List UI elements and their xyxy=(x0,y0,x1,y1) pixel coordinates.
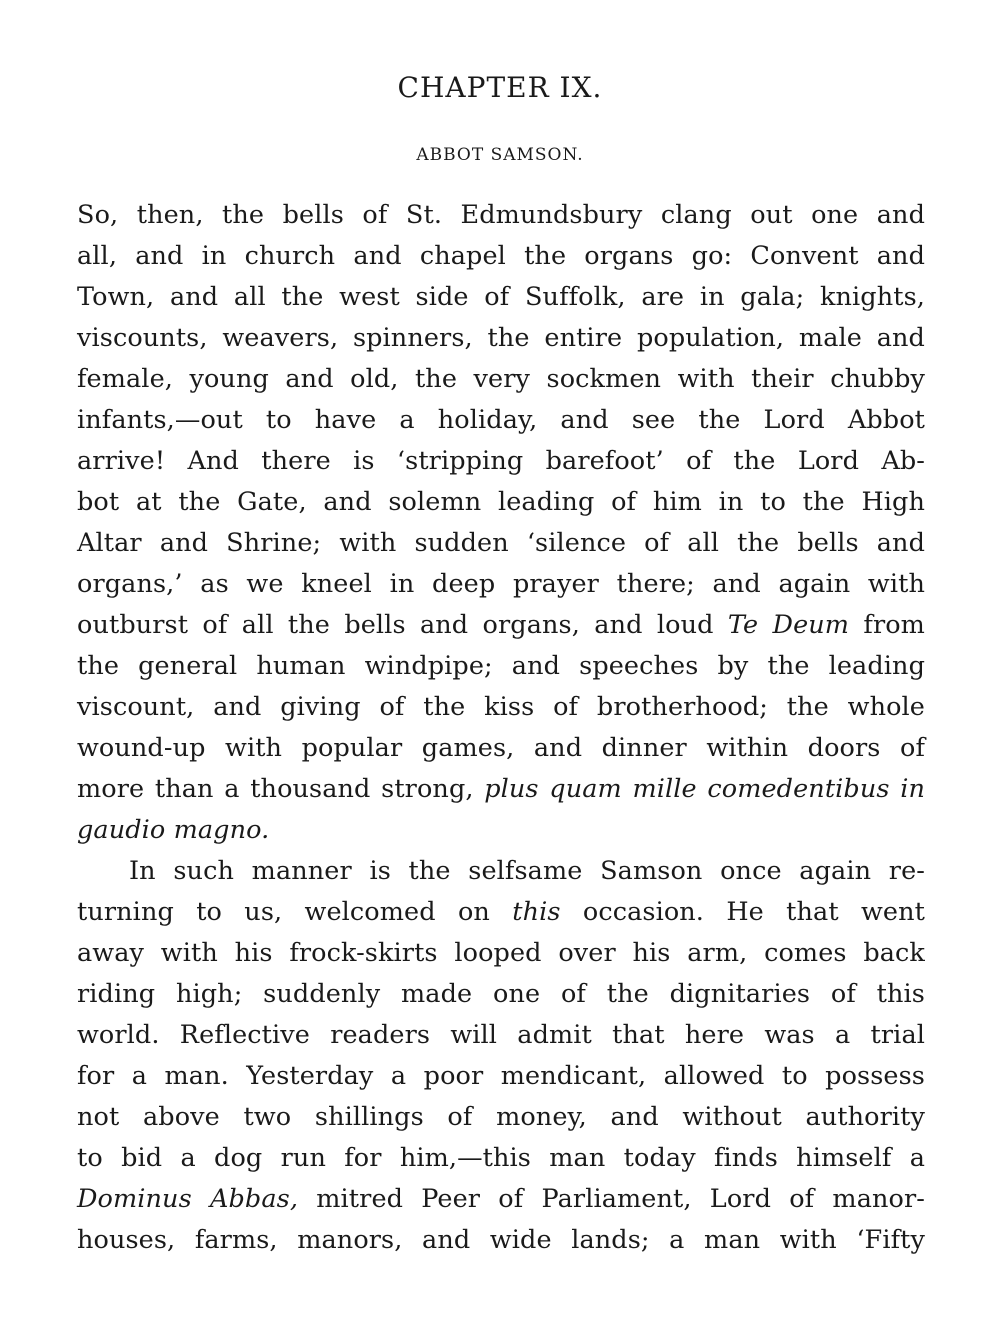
text-line: houses, farms, manors, and wide lands; a man with ‘Fifty xyxy=(77,1225,925,1255)
text-line: viscount, and giving of the kiss of brotherhood; the whole xyxy=(77,692,925,722)
text-run: from xyxy=(849,610,925,640)
text-line: So, then, the bells of St. Edmundsbury clang out one and xyxy=(77,200,925,230)
text-line: wound-up with popular games, and dinner within doors of xyxy=(77,733,925,763)
text-line: viscounts, weavers, spinners, the entire population, male and xyxy=(77,323,925,353)
text-run: mitred Peer of Parliament, Lord of manor- xyxy=(298,1184,925,1214)
text-line: Town, and all the west side of Suffolk, are in gala; knights, xyxy=(77,282,925,312)
text-line: infants,—out to have a holiday, and see the Lord Abbot xyxy=(77,405,925,435)
body-text xyxy=(77,195,925,1261)
text-line xyxy=(77,605,925,646)
text-line: world. Reflective readers will admit that here was a trial xyxy=(77,1020,925,1050)
text-line: to bid a dog run for him,—this man today finds himself a xyxy=(77,1143,925,1173)
text-line: away with his frock-skirts looped over his arm, comes back xyxy=(77,938,925,968)
section-title: ABBOT SAMSON. xyxy=(416,145,584,165)
text-line: female, young and old, the very sockmen with their chubby xyxy=(77,364,925,394)
chapter-title: CHAPTER IX. xyxy=(397,71,603,104)
text-run: turning to us, welcomed on xyxy=(77,897,513,927)
text-line: In such manner is the selfsame Samson once again re- xyxy=(129,856,925,886)
text-line xyxy=(77,892,925,933)
text-line xyxy=(77,1179,925,1220)
text-line: riding high; suddenly made one of the dignitaries of this xyxy=(77,979,925,1009)
text-line xyxy=(77,810,925,851)
italic-text: gaudio magno. xyxy=(77,815,270,845)
italic-text: Te Deum xyxy=(727,610,850,640)
text-run: occasion. He that went xyxy=(560,897,925,927)
text-line: for a man. Yesterday a poor mendicant, allowed to possess xyxy=(77,1061,925,1091)
text-line: organs,’ as we kneel in deep prayer there; and again with xyxy=(77,569,925,599)
italic-text: plus quam mille comedentibus in xyxy=(484,774,925,804)
italic-text: this xyxy=(512,897,561,927)
text-run: outburst of all the bells and organs, and loud xyxy=(77,610,728,640)
text-line: arrive! And there is ‘stripping barefoot’ of the Lord Ab- xyxy=(77,446,925,476)
text-line: the general human windpipe; and speeches by the leading xyxy=(77,651,925,681)
text-run: more than a thousand strong, xyxy=(77,774,485,804)
text-line xyxy=(77,769,925,810)
italic-text: Dominus Abbas, xyxy=(77,1184,299,1214)
text-line: bot at the Gate, and solemn leading of him in to the High xyxy=(77,487,925,517)
paragraph-1 xyxy=(77,195,925,851)
paragraph-2 xyxy=(77,851,925,1261)
text-line: Altar and Shrine; with sudden ‘silence of all the bells and xyxy=(77,528,925,558)
text-line: not above two shillings of money, and without authority xyxy=(77,1102,925,1132)
text-line: all, and in church and chapel the organs go: Convent and xyxy=(77,241,925,271)
